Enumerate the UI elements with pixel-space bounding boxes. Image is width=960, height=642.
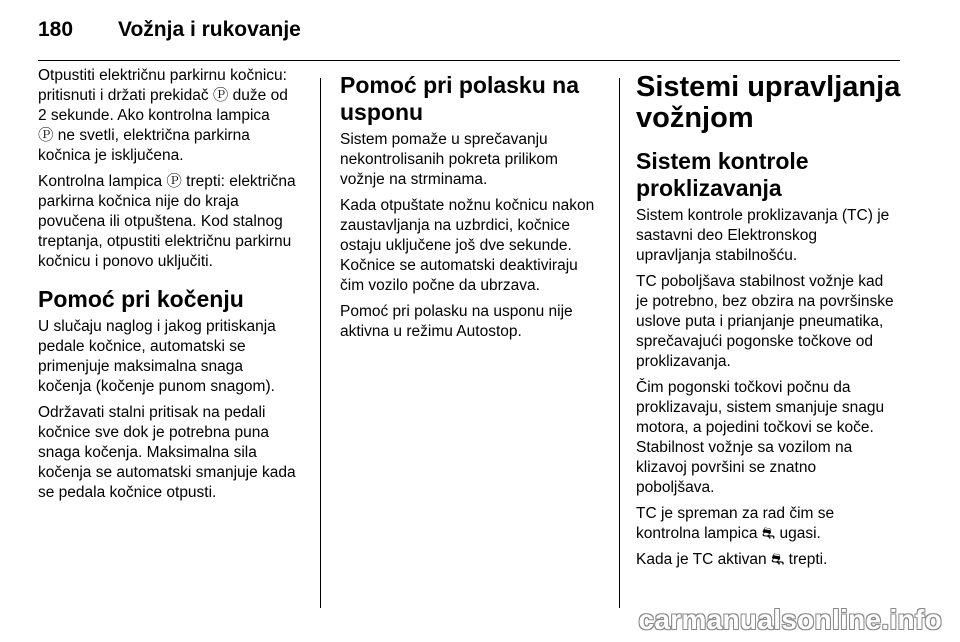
- heading-traction-control: Sistem kontrole proklizavanja: [636, 148, 809, 201]
- page-number: 180: [38, 18, 74, 41]
- paragraph: Kada otpuštate nožnu kočnicu nakon zaustavljanja na uzbrdici, kočnice ostaju uključene još dve sekunde. Kočnice se automatski deaktiviraju čim vozilo počne da ubrzava.: [340, 197, 595, 294]
- paragraph: Čim pogonski točkovi počnu da proklizavaju, sistem smanjuje snagu motora, a pojedini točkovi se koče. Stabilnost vožnje sa vozilom na klizavoj površini se znatno poboljšava.: [636, 379, 885, 496]
- column-right: [636, 66, 906, 576]
- paragraph: TC poboljšava stabilnost vožnje kad je potrebno, bez obzira na površinske uslove puta i prianjanje pneumatika, sprečavajući pogonske točkove od proklizavanja.: [636, 273, 894, 370]
- paragraph: Održavati stalni pritisak na pedali kočnice sve dok je potrebna puna snaga kočenja. Maksimalna sila kočenja se automatski smanjuje kada se pedala kočnice otpusti.: [38, 404, 296, 501]
- heading-driving-control-systems: Sistemi upravljanja vožnjom: [636, 71, 901, 134]
- column-divider: [320, 78, 321, 608]
- paragraph: Sistem pomaže u sprečavanju nekontrolisanih pokreta prilikom vožnje na strminama.: [340, 131, 558, 188]
- heading-hill-start-assist: Pomoć pri polasku na usponu: [340, 72, 579, 125]
- paragraph: Kada je TC aktivan ⛐ trepti.: [636, 551, 828, 568]
- header-rule: [38, 60, 900, 61]
- paragraph: Otpustiti električnu parkirnu kočnicu: pritisnuti i držati prekidač Ⓟ duže od 2 sekunde. Ako kontrolna lampica Ⓟ ne svetli, električna parkirna kočnica je isključena.: [38, 67, 288, 164]
- paragraph: Sistem kontrole proklizavanja (TC) je sastavni deo Elektronskog upravljanja stabilnošću.: [636, 207, 890, 264]
- paragraph: Kontrolna lampica Ⓟ trepti: električna parkirna kočnica nije do kraja povučena ili otpuštena. Kod stalnog treptanja, otpustiti električnu parkirnu kočnicu i ponovo uključiti.: [38, 173, 296, 270]
- paragraph: Pomoć pri polasku na usponu nije aktivna u režimu Autostop.: [340, 303, 573, 340]
- column-left: [38, 66, 308, 509]
- column-middle: [340, 66, 610, 348]
- heading-brake-assist: Pomoć pri kočenju: [38, 286, 244, 312]
- section-title: Vožnja i rukovanje: [118, 18, 301, 41]
- column-divider: [619, 78, 620, 608]
- paragraph: TC je spreman za rad čim se kontrolna lampica ⛐ ugasi.: [636, 505, 835, 542]
- paragraph: U slučaju naglog i jakog pritiskanja pedale kočnice, automatski se primenjuje maksimalna snaga kočenja (kočenje punom snagom).: [38, 318, 276, 395]
- watermark: carmanualsonline.info: [638, 604, 942, 635]
- page-header: [38, 18, 301, 48]
